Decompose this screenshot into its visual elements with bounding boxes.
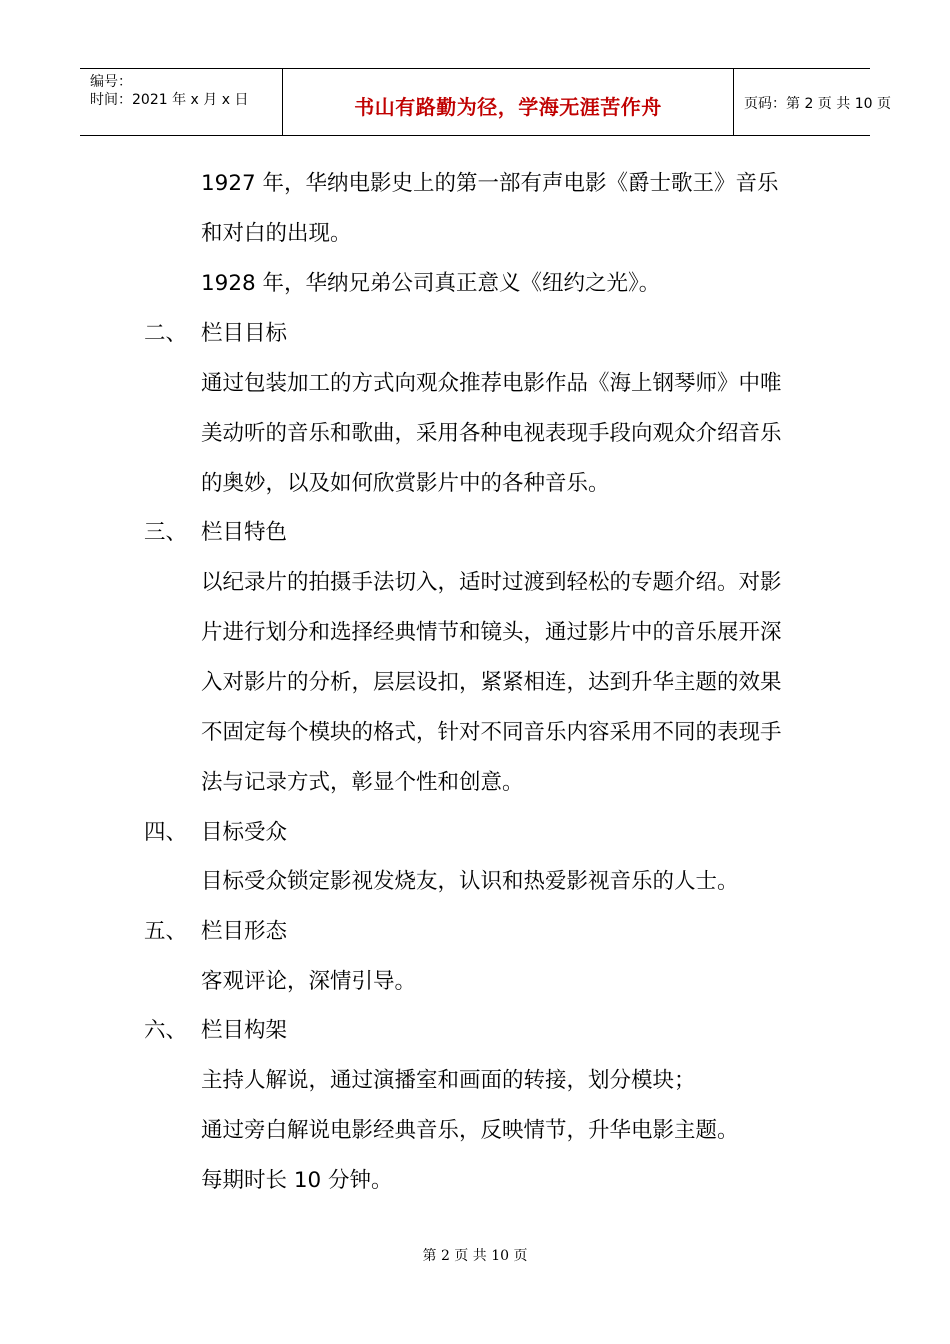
- section-body-line: 每期时长 10 分钟。: [201, 1168, 393, 1193]
- section-heading: 栏目目标: [201, 321, 288, 346]
- header-page-info: 页码：第 2 页 共 10 页: [744, 96, 891, 112]
- intro-paragraph-line: 1927 年，华纳电影史上的第一部有声电影《爵士歌王》音乐: [201, 171, 779, 196]
- section-heading: 目标受众: [201, 820, 288, 845]
- section-body-line: 的奥妙，以及如何欣赏影片中的各种音乐。: [201, 471, 610, 496]
- section-number: 六、: [144, 1018, 188, 1043]
- section-body-line: 通过旁白解说电影经典音乐，反映情节，升华电影主题。: [201, 1118, 739, 1143]
- header-meta-cell: [80, 69, 282, 135]
- section-heading: 栏目构架: [201, 1018, 288, 1043]
- header-page-cell: [734, 69, 891, 135]
- section-body-line: 客观评论，深情引导。: [201, 969, 417, 994]
- intro-paragraph: 1928 年，华纳兄弟公司真正意义《纽约之光》。: [201, 271, 661, 296]
- section-body-line: 入对影片的分析，层层设扣，紧紧相连，达到升华主题的效果: [201, 670, 782, 695]
- section-heading: 栏目特色: [201, 520, 288, 545]
- section-number: 四、: [144, 820, 188, 845]
- section-body-line: 通过包装加工的方式向观众推荐电影作品《海上钢琴师》中唯: [201, 371, 782, 396]
- section-body-line: 法与记录方式，彰显个性和创意。: [201, 770, 524, 795]
- section-body-line: 不固定每个模块的格式，针对不同音乐内容采用不同的表现手: [201, 720, 782, 745]
- document-number-label: 编号：: [90, 74, 132, 90]
- section-heading: 栏目形态: [201, 919, 288, 944]
- document-date-label: 时间：2021 年 x 月 x 日: [90, 92, 249, 108]
- section-number: 三、: [144, 520, 188, 545]
- page-header: [80, 68, 891, 136]
- page-footer: 第 2 页 共 10 页: [422, 1248, 528, 1264]
- header-motto: 书山有路勤为径，学海无涯苦作舟: [354, 95, 662, 119]
- header-motto-cell: [282, 69, 734, 135]
- section-body-line: 目标受众锁定影视发烧友，认识和热爱影视音乐的人士。: [201, 869, 739, 894]
- section-body-line: 片进行划分和选择经典情节和镜头，通过影片中的音乐展开深: [201, 620, 782, 645]
- section-number: 二、: [144, 321, 188, 346]
- section-body-line: 以纪录片的拍摄手法切入，适时过渡到轻松的专题介绍。对影: [201, 570, 782, 595]
- section-body-line: 主持人解说，通过演播室和画面的转接，划分模块；: [201, 1068, 696, 1093]
- intro-paragraph-line: 和对白的出现。: [201, 221, 352, 246]
- section-body-line: 美动听的音乐和歌曲，采用各种电视表现手段向观众介绍音乐: [201, 421, 782, 446]
- section-number: 五、: [144, 919, 188, 944]
